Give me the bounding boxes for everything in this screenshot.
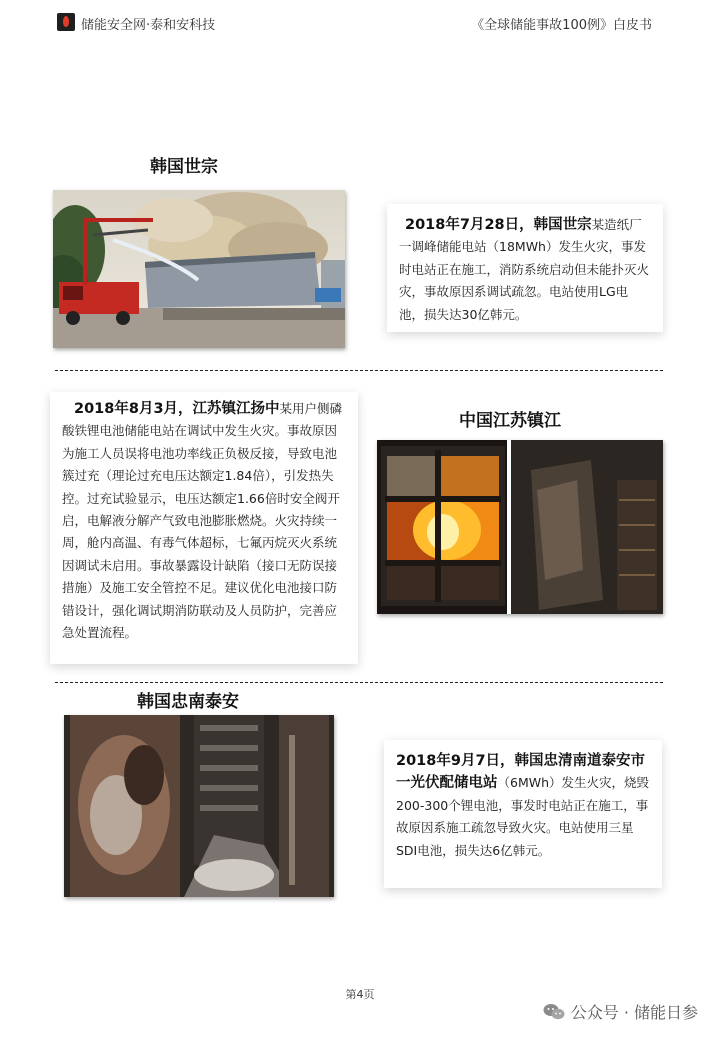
section-3-lead: 2018年9月7日，韩国忠清南道泰安市一光伏配储电站 xyxy=(396,753,646,792)
page-number: 第4页 xyxy=(345,988,375,1001)
watermark-text: 公众号 · 储能日参 xyxy=(570,1003,698,1022)
wechat-icon xyxy=(543,1003,565,1021)
section-1-text-card xyxy=(387,204,663,332)
section-2-text-card xyxy=(50,392,358,664)
section-1-fire-photo xyxy=(53,190,345,348)
section-2-lead: 2018年8月3月，江苏镇江扬中 xyxy=(74,401,280,417)
section-3-body: （6MWh）发生火灾，烧毁200-300个锂电池，事发时电站正在施工，事故原因系施工疏忽导致火灾。电站使用三星SDI电池，损失达6亿韩元。 xyxy=(396,775,650,858)
header-left-text: 储能安全网·泰和安科技 xyxy=(81,18,216,33)
watermark xyxy=(543,1000,698,1023)
section-1-lead: 2018年7月28日，韩国世宗 xyxy=(405,217,592,233)
section-3-fire-photo xyxy=(64,715,334,897)
section-2-heading: 中国江苏镇江 xyxy=(459,411,561,431)
section-2-fire-photo xyxy=(377,440,663,614)
header-right-text: 《全球储能事故100例》白皮书 xyxy=(471,18,652,33)
section-3-heading: 韩国忠南泰安 xyxy=(137,692,239,712)
section-1-heading: 韩国世宗 xyxy=(150,157,218,177)
section-2-body: 某用户侧磷酸铁锂电池储能电站在调试中发生火灾。事故原因为施工人员误将电池功率线正负极反接，导致电池簇过充（理论过充电压达额定1.84倍），引发热失控。过充试验显示，电压达额定1.66倍时安全阀开启，电解液分解产气致电池膨胀燃烧。火灾持续一周，舱内高温、有毒气体超标，七氟丙烷灭火系统因调试未启用。事故暴露设计缺陷（接口无防误接措施）及施工安全管控不足。建议优化电池接口防错设计，强化调试期消防联动及人员防护，完善应急处置流程。 xyxy=(62,401,343,641)
dashed-divider xyxy=(55,682,663,683)
page-header xyxy=(0,0,720,40)
section-1-body: 某造纸厂一调峰储能电站（18MWh）发生火灾，事发时电站正在施工，消防系统启动但未能扑灭火灾，事故原因系调试疏忽。电站使用LG电池，损失达30亿韩元。 xyxy=(399,217,650,322)
flame-logo-icon xyxy=(57,13,75,31)
section-3-text-card xyxy=(384,740,662,888)
dashed-divider xyxy=(55,370,663,371)
